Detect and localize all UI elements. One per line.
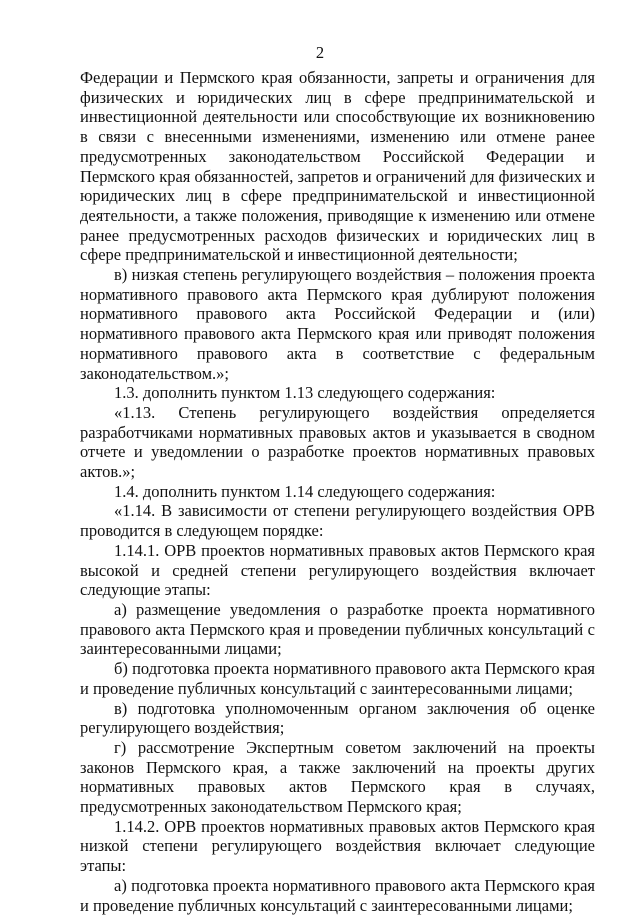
paragraph-item-v-low-degree: в) низкая степень регулирующего воздействия – положения проекта нормативного правового акта Пермского края дублируют положения нормативного правового акта Российской Федерации и (или) нормативного правового акта Пермского края или приводят положения нормативного правового акта в соответствие с федеральным законодательством.»; bbox=[80, 265, 595, 383]
paragraph-1-14-1-b: б) подготовка проекта нормативного правового акта Пермского края и проведение публичных консультаций с заинтересованными лицами; bbox=[80, 659, 595, 698]
paragraph-1-14-1-g: г) рассмотрение Экспертным советом заключений на проекты законов Пермского края, а также заключений на проекты других нормативных правовых актов Пермского края в случаях, предусмотренных законодательством Пермского края; bbox=[80, 737, 595, 817]
document-body bbox=[80, 68, 595, 915]
paragraph-1-4: 1.4. дополнить пунктом 1.14 следующего содержания: bbox=[114, 481, 496, 501]
paragraph-1-14-1: 1.14.1. ОРВ проектов нормативных правовых актов Пермского края высокой и средней степени регулирующего воздействия включает следующие этапы: bbox=[80, 540, 595, 600]
paragraph-1-14-1-v: в) подготовка уполномоченным органом заключения об оценке регулирующего воздействия; bbox=[80, 698, 595, 738]
page-number: 2 bbox=[315, 43, 325, 62]
paragraph-continuation: Федерации и Пермского края обязанности, запреты и ограничения для физических и юридических лиц в сфере предпринимательской и инвестиционной деятельности или способствующие их возникновению в связи с внесенными изменениями, изменению или отмене ранее предусмотренных законодательством Российской Федерации и Пермского края обязанностей, запретов и ограничений для физических и юридических лиц в сфере предпринимательской и инвестиционной деятельности, а также положения, приводящие к изменению или отмене ранее предусмотренных расходов физических и юридических лиц в сфере предпринимательской и инвестиционной деятельности; bbox=[80, 68, 595, 265]
paragraph-1-3: 1.3. дополнить пунктом 1.13 следующего содержания: bbox=[114, 383, 496, 403]
paragraph-1-14-2-a: а) подготовка проекта нормативного правового акта Пермского края и проведение публичных консультаций с заинтересованными лицами; bbox=[80, 875, 595, 915]
paragraph-1-14-2: 1.14.2. ОРВ проектов нормативных правовых актов Пермского края низкой степени регулирующего воздействия включает следующие этапы: bbox=[80, 816, 595, 876]
paragraph-1-13: «1.13. Степень регулирующего воздействия определяется разработчиками нормативных правовых актов и указывается в сводном отчете и уведомлении о разработке проектов нормативных правовых актов.»; bbox=[80, 402, 595, 482]
paragraph-1-14: «1.14. В зависимости от степени регулирующего воздействия ОРВ проводится в следующем порядке: bbox=[80, 501, 595, 541]
paragraph-1-14-1-a: а) размещение уведомления о разработке проекта нормативного правового акта Пермского края и проведении публичных консультаций с заинтересованными лицами; bbox=[80, 599, 595, 659]
